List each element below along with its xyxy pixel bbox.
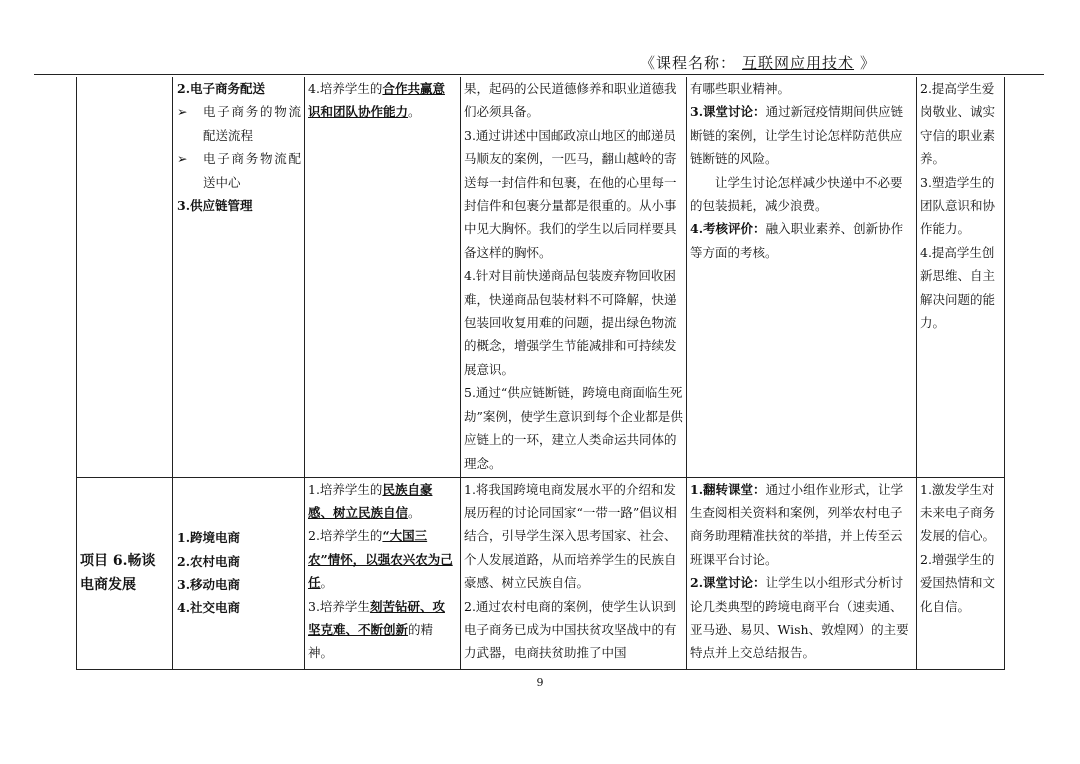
content-item: 1.跨境电商 [177,530,241,546]
goal-emphasis: 合作共赢意识和团队协作能力 [308,81,445,120]
method-text: 通过小组作业形式，让学生查阅相关资料和案例，列举农村电子商务助理精准扶贫的举措，并上传至云班课平台讨论。 [690,481,904,567]
goal-text: 4.培养学生的 [308,81,383,96]
method-label: 1.翻转课堂： [690,481,766,497]
content-item: 3.移动电商 [177,577,241,592]
goal-text: 。 [408,504,421,520]
content-cell [173,77,305,477]
course-title-suffix: 》 [860,54,877,72]
method-item: 让学生讨论怎样减少快递中不必要的包装损耗，减少浪费。 [690,174,903,214]
content-bullet-text: 电子商务的物流配送流程 [203,104,301,143]
header-rule [34,74,1044,75]
course-title-header [640,52,876,73]
course-name: 互联网应用技术 [742,54,855,72]
goal-item [308,478,457,525]
goals-cell [305,77,461,477]
content-cell [173,477,305,669]
methods-cell [687,477,917,669]
outcomes-cell [917,477,1005,669]
goals-cell [305,477,461,669]
outcome-item: 3.塑造学生的团队意识和协作能力。 [920,174,996,237]
ideology-item: 4.针对目前快递商品包装废弃物回收困难，快递商品包装材料不可降解，快递包装回收复用难的问题，提出绿色物流的概念，增强学生节能减排和可持续发展意识。 [464,268,677,377]
ideology-item: 5.通过“供应链断链，跨境电商面临生死劫”案例，使学生意识到每个企业都是供应链上的一环，建立人类命运共同体的理念。 [464,385,683,471]
method-text: 让学生以小组形式分析讨论几类典型的跨境电商平台（速卖通、亚马逊、易贝、Wish、敦煌网）的主要特点并上交总结报告。 [690,575,909,661]
goal-text: 。 [408,104,421,120]
page-number: 9 [536,676,544,689]
method-label: 3.课堂讨论： [690,104,766,120]
method-text: 融入职业素养、创新协作等方面的考核。 [690,221,904,260]
ideology-cell [461,77,687,477]
content-bullet [177,100,301,147]
outcome-item: 2.提高学生爱岗敬业、诚实守信的职业素养。 [920,81,996,167]
method-text: 通过新冠疫情期间供应链断链的案例，让学生讨论怎样防范供应链断链的风险。 [690,104,904,167]
goal-emphasis: 民族自豪感、树立民族自信 [308,481,433,520]
method-item [690,571,913,665]
goal-emphasis: 刻苦钻研、攻坚克难、不断创新 [308,598,445,637]
method-item [690,217,913,264]
arrow-bullet-icon: ➢ [177,151,188,167]
ideology-item: 1.将我国跨境电商发展水平的介绍和发展历程的讨论同国家“一带一路”倡议相结合，引导学生深入思考国家、社会、个人发展道路，从而培养学生的民族自豪感、树立民族自信。 [464,481,677,591]
ideology-item: 2.通过农村电商的案例，使学生认识到电子商务已成为中国扶贫攻坚战中的有力武器，电商扶贫助推了中国 [464,598,677,661]
table-row [77,77,1005,477]
outcome-item: 2.增强学生的爱国热情和文化自信。 [920,551,996,614]
course-plan-table [76,77,1005,670]
content-item: 4.社交电商 [177,600,241,616]
method-label: 4.考核评价： [690,221,766,237]
content-bullet [177,147,301,194]
goal-text: 。 [320,575,334,591]
project-cell [77,477,173,669]
outcomes-cell [917,77,1005,477]
project-title: 项目 6.畅谈电商发展 [80,553,156,593]
goal-text: 2.培养学生的 [308,528,383,544]
goal-item [308,77,457,124]
goal-text: 3.培养学生 [308,598,370,614]
ideology-item: 3.通过讲述中国邮政凉山地区的邮递员马顺友的案例，一匹马，翻山越岭的寄送每一封信件和包裹，在他的心里每一封信件和包裹分量都是很重的。从小事中见大胸怀。我们的学生以后同样要具备这样的胸怀。 [464,127,677,260]
content-heading: 2.电子商务配送 [177,81,266,96]
content-bullet-text: 电子商务物流配送中心 [203,151,301,190]
methods-cell [687,77,917,477]
course-title-prefix: 《课程名称： [640,54,737,72]
table-row [77,477,1005,669]
method-item: 有哪些职业精神。 [690,81,791,96]
outcome-item: 4.提高学生创新思维、自主解决问题的能力。 [920,244,996,331]
method-item [690,478,913,572]
method-label: 2.课堂讨论： [690,575,766,591]
goal-item [308,524,457,594]
outcome-item: 1.激发学生对未来电子商务发展的信心。 [920,481,996,544]
arrow-bullet-icon: ➢ [177,104,188,120]
content-heading: 3.供应链管理 [177,198,253,214]
project-cell [77,77,173,477]
content-item: 2.农村电商 [177,553,241,569]
ideology-cell [461,477,687,669]
ideology-item: 果，起码的公民道德修养和职业道德我们必须具备。 [464,81,677,120]
method-item [690,100,913,170]
goal-emphasis: “大国三农”情怀，以强农兴农为己任 [308,528,453,591]
goal-item [308,595,457,665]
goal-text: 的精神。 [308,621,434,661]
goal-text: 1.培养学生的 [308,481,383,497]
